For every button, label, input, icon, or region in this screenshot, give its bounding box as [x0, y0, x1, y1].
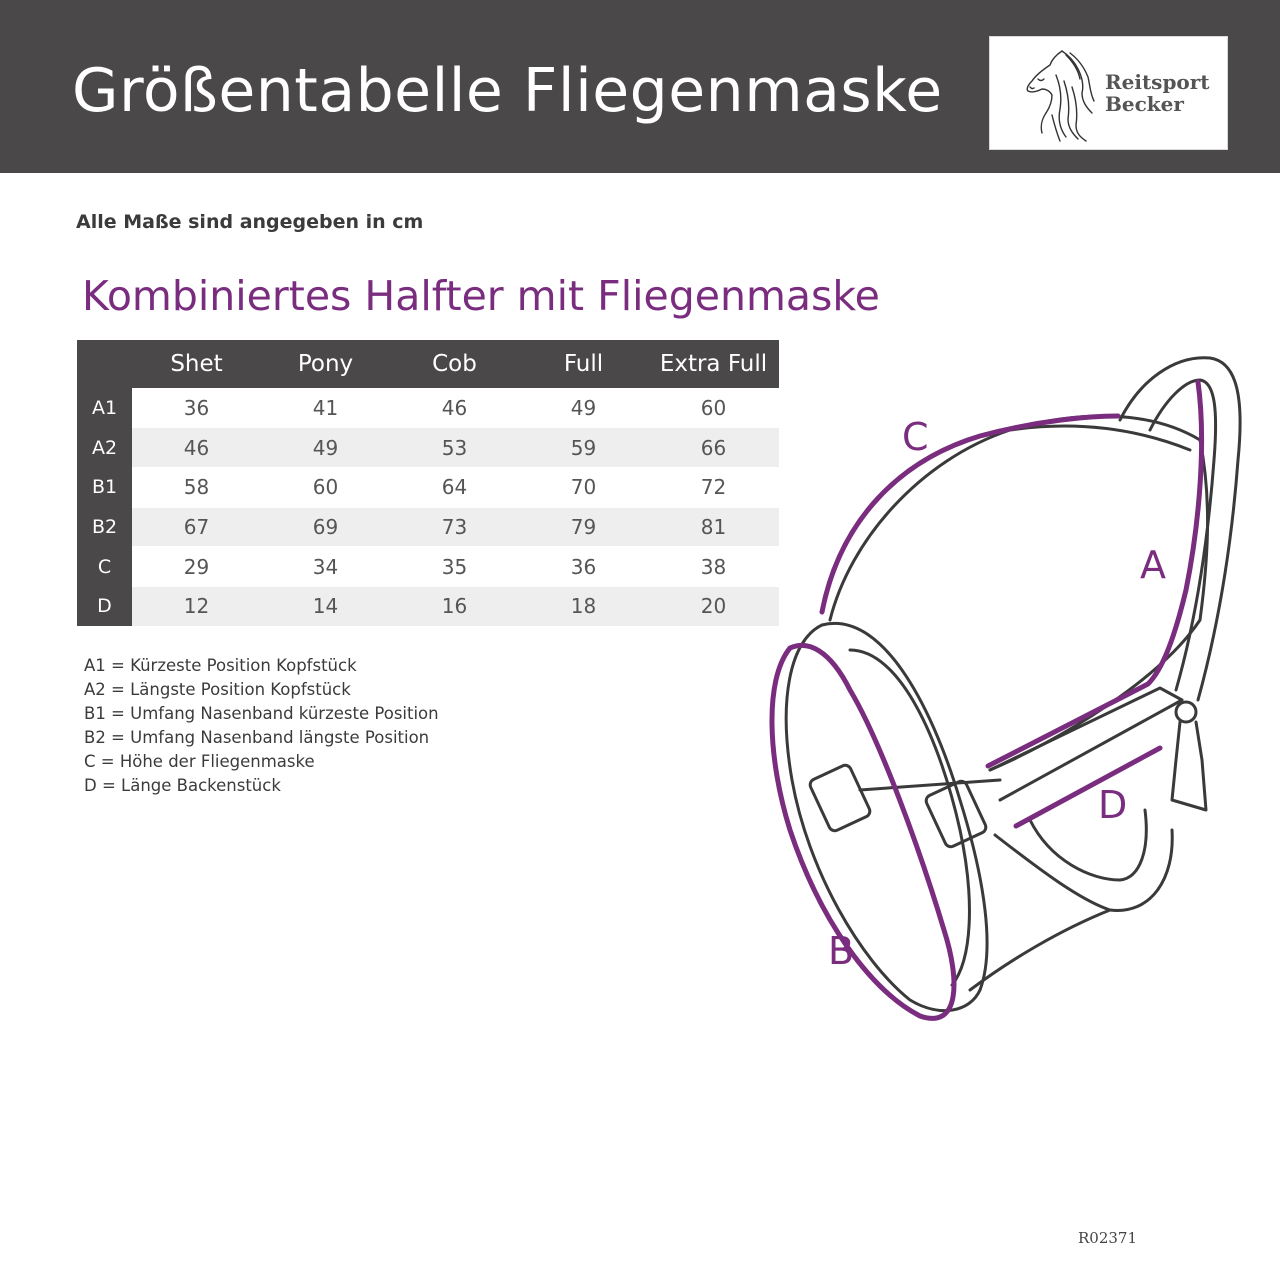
page-title: Größentabelle Fliegenmaske	[72, 56, 943, 126]
table-corner-cell	[77, 340, 132, 388]
table-cell: 79	[519, 507, 648, 547]
row-label: B2	[77, 507, 132, 547]
legend-item: B1 = Umfang Nasenband kürzeste Position	[84, 704, 439, 723]
table-cell: 49	[519, 388, 648, 428]
table-cell: 73	[390, 507, 519, 547]
column-header: Shet	[132, 340, 261, 388]
table-row	[77, 547, 779, 587]
table-cell: 81	[648, 507, 779, 547]
units-note: Alle Maße sind angegeben in cm	[76, 211, 424, 233]
table-cell: 46	[390, 388, 519, 428]
table-row	[77, 586, 779, 626]
column-header: Extra Full	[648, 340, 779, 388]
table-cell: 20	[648, 586, 779, 626]
table-cell: 36	[519, 547, 648, 587]
measure-line-d	[1016, 748, 1160, 826]
table-cell: 64	[390, 467, 519, 507]
diagram-label-d: D	[1098, 783, 1128, 827]
table-header-row	[77, 340, 779, 388]
table-cell: 41	[261, 388, 390, 428]
row-label: D	[77, 586, 132, 626]
legend-item: B2 = Umfang Nasenband längste Position	[84, 728, 430, 747]
diagram-label-b: B	[828, 929, 855, 973]
row-label: B1	[77, 467, 132, 507]
brand-logo	[989, 36, 1228, 150]
row-label: C	[77, 547, 132, 587]
column-header: Cob	[390, 340, 519, 388]
table-cell: 69	[261, 507, 390, 547]
table-cell: 66	[648, 428, 779, 468]
row-label: A1	[77, 388, 132, 428]
legend-item: A1 = Kürzeste Position Kopfstück	[84, 656, 357, 675]
section-title: Kombiniertes Halfter mit Fliegenmaske	[82, 272, 880, 320]
table-cell: 58	[132, 467, 261, 507]
column-header: Pony	[261, 340, 390, 388]
halter-outline	[786, 358, 1240, 1011]
reference-code: R02371	[1078, 1229, 1138, 1247]
table-cell: 38	[648, 547, 779, 587]
legend-item: A2 = Längste Position Kopfstück	[84, 680, 351, 699]
diagram-label-c: C	[902, 415, 929, 459]
table-cell: 60	[648, 388, 779, 428]
size-table	[77, 340, 779, 627]
table-cell: 14	[261, 586, 390, 626]
brand-name	[1105, 71, 1210, 115]
table-cell: 34	[261, 547, 390, 587]
horse-head-icon	[1016, 45, 1100, 145]
table-row	[77, 507, 779, 547]
table-cell: 53	[390, 428, 519, 468]
table-row	[77, 428, 779, 468]
table-cell: 35	[390, 547, 519, 587]
header-banner	[0, 0, 1280, 173]
halter-diagram	[760, 340, 1260, 1040]
table-cell: 46	[132, 428, 261, 468]
legend-item: C = Höhe der Fliegenmaske	[84, 752, 315, 771]
table-cell: 12	[132, 586, 261, 626]
table-cell: 67	[132, 507, 261, 547]
table-row	[77, 388, 779, 428]
table-cell: 70	[519, 467, 648, 507]
brand-name-line2: Becker	[1105, 92, 1184, 116]
legend	[84, 655, 439, 799]
table-cell: 72	[648, 467, 779, 507]
table-cell: 49	[261, 428, 390, 468]
brand-name-line1: Reitsport	[1105, 70, 1210, 94]
table-cell: 59	[519, 428, 648, 468]
table-cell: 60	[261, 467, 390, 507]
table-cell: 29	[132, 547, 261, 587]
table-cell: 18	[519, 586, 648, 626]
legend-item: D = Länge Backenstück	[84, 776, 281, 795]
table-row	[77, 467, 779, 507]
column-header: Full	[519, 340, 648, 388]
row-label: A2	[77, 428, 132, 468]
table-cell: 36	[132, 388, 261, 428]
diagram-label-a: A	[1140, 543, 1166, 587]
table-cell: 16	[390, 586, 519, 626]
measure-line-b	[772, 645, 954, 1018]
